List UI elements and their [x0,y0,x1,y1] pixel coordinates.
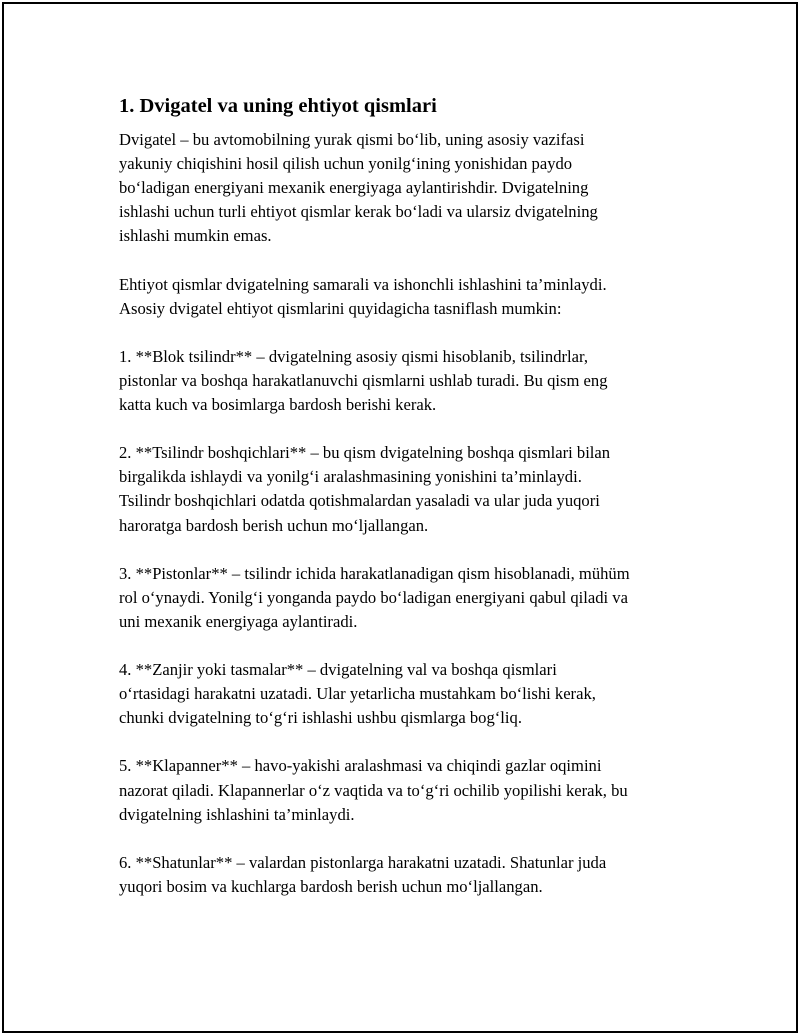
text-line: 5. **Klapanner** – havo-yakishi aralashmasi va chiqindi gazlar oqimini [119,756,602,776]
text-line: pistonlar va boshqa harakatlanuvchi qismlarni ushlab turadi. Bu qism eng [119,370,608,390]
text-line: chunki dvigatelning to‘g‘ri ishlashi ushbu qismlarga bog‘liq. [119,708,522,728]
list-item-chains-belts [119,658,679,730]
text-line: uni mexanik energiyaga aylantiradi. [119,611,358,631]
text-line: Asosiy dvigatel ehtiyot qismlarini quyidagicha tasniflash mumkin: [119,298,562,318]
list-item-cylinder-heads [119,441,679,537]
document-page [2,2,798,1033]
document-body [119,92,679,923]
text-line: dvigatelning ishlashini ta’minlaydi. [119,804,355,824]
text-line: bo‘ladigan energiyani mexanik energiyaga aylantirishdir. Dvigatelning [119,178,589,198]
list-item-connecting-rods [119,851,679,899]
text-line: Ehtiyot qismlar dvigatelning samarali va ishonchli ishlashini ta’minlaydi. [119,274,607,294]
text-line: 1. **Blok tsilindr** – dvigatelning asosiy qismi hisoblanib, tsilindrlar, [119,346,589,366]
paragraph-intro [119,128,679,248]
text-line: Tsilindr boshqichlari odatda qotishmalardan yasaladi va ular juda yuqori [119,491,600,511]
text-line: rol o‘ynaydi. Yonilg‘i yonganda paydo bo‘ladigan energiyani qabul qiladi va [119,587,628,607]
section-heading: 1. Dvigatel va uning ehtiyot qismlari [119,95,437,117]
list-item-block-cylinder [119,345,679,417]
text-line: ishlashi uchun turli ehtiyot qismlar kerak bo‘ladi va ularsiz dvigatelning [119,202,598,222]
text-line: yakuniy chiqishini hosil qilish uchun yonilg‘ining yonishidan paydo [119,154,573,174]
text-line: yuqori bosim va kuchlarga bardosh berish uchun mo‘ljallangan. [119,876,543,896]
text-line: Dvigatel – bu avtomobilning yurak qismi bo‘lib, uning asosiy vazifasi [119,130,585,149]
text-line: katta kuch va bosimlarga bardosh berishi kerak. [119,395,437,415]
text-line: 4. **Zanjir yoki tasmalar** – dvigatelning val va boshqa qismlari [119,660,557,680]
paragraph-classification [119,273,679,321]
text-line: 6. **Shatunlar** – valardan pistonlarga harakatni uzatadi. Shatunlar juda [119,852,607,872]
text-line: haroratga bardosh berish uchun mo‘ljallangan. [119,515,429,535]
list-item-valves [119,754,679,826]
text-line: o‘rtasidagi harakatni uzatadi. Ular yetarlicha mustahkam bo‘lishi kerak, [119,684,596,704]
text-line: 2. **Tsilindr boshqichlari** – bu qism dvigatelning boshqa qismlari bilan [119,443,611,463]
text-line: 3. **Pistonlar** – tsilindr ichida harakatlanadigan qism hisoblanadi, mühüm [119,563,630,583]
text-line: ishlashi mumkin emas. [119,226,272,246]
text-line: birgalikda ishlaydi va yonilg‘i aralashmasining yonishini ta’minlaydi. [119,467,582,487]
text-line: nazorat qiladi. Klapannerlar o‘z vaqtida va to‘g‘ri ochilib yopilishi kerak, bu [119,780,628,800]
list-item-pistons [119,562,679,634]
